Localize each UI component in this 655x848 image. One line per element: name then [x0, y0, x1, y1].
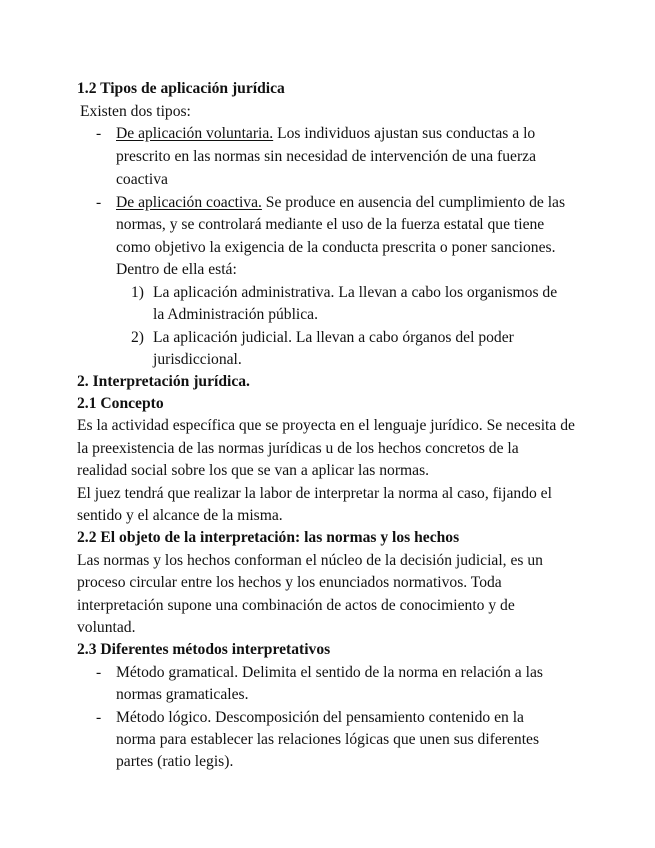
section-heading-1-2: 1.2 Tipos de aplicación jurídica — [77, 80, 285, 97]
bullet-dash: - — [96, 664, 102, 681]
term-coactiva: De aplicación coactiva. — [116, 194, 262, 211]
bullet-dash: - — [96, 194, 102, 211]
bullet-coactiva: De aplicación coactiva. Se produce en ausencia del cumplimiento de las — [116, 194, 566, 211]
numbered-item-2: La aplicación judicial. La llevan a cabo órganos del poder — [153, 329, 514, 346]
bullet-voluntaria: De aplicación voluntaria. Los individuos ajustan sus conductas a lo — [116, 125, 536, 142]
paragraph-line: Es la actividad específica que se proyecta en el lenguaje jurídico. Se necesita de — [77, 417, 575, 434]
method-logico: Método lógico. Descomposición del pensamiento contenido en la — [116, 709, 524, 726]
bullet-dash: - — [96, 709, 102, 726]
paragraph-line: El juez tendrá que realizar la labor de interpretar la norma al caso, fijando el — [77, 485, 552, 502]
bullet-coactiva-line4: Dentro de ella está: — [116, 261, 237, 278]
method-gramatical-line2: normas gramaticales. — [116, 686, 249, 703]
paragraph-line: la preexistencia de las normas jurídicas u de los hechos concretos de la — [77, 440, 519, 457]
paragraph-line: voluntad. — [77, 619, 136, 636]
bullet-coactiva-line3: como objetivo la exigencia de la conducta prescrita o poner sanciones. — [116, 239, 556, 256]
section-heading-2-2: 2.2 El objeto de la interpretación: las normas y los hechos — [77, 529, 460, 546]
bullet-voluntaria-line3: coactiva — [116, 171, 168, 188]
numbered-item-2-line2: jurisdiccional. — [153, 351, 242, 368]
paragraph-line: interpretación supone una combinación de actos de conocimiento y de — [77, 597, 515, 614]
method-logico-line2: norma para establecer las relaciones lógicas que unen sus diferentes — [116, 731, 540, 748]
method-gramatical: Método gramatical. Delimita el sentido de la norma en relación a las — [116, 664, 543, 681]
section-heading-2-1: 2.1 Concepto — [77, 395, 164, 412]
list-number: 1) — [131, 284, 144, 301]
numbered-item-1: La aplicación administrativa. La llevan a cabo los organismos de — [153, 284, 558, 301]
bullet-voluntaria-line2: prescrito en las normas sin necesidad de intervención de una fuerza — [116, 148, 536, 165]
numbered-item-1-line2: la Administración pública. — [153, 306, 318, 323]
paragraph-line: realidad social sobre los que se van a aplicar las normas. — [77, 462, 430, 479]
bullet-dash: - — [96, 125, 102, 142]
method-logico-line3: partes (ratio legis). — [116, 753, 234, 770]
paragraph-line: Las normas y los hechos conforman el núcleo de la decisión judicial, es un — [77, 552, 543, 569]
bullet-coactiva-line2: normas, y se controlará mediante el uso de la fuerza estatal que tiene — [116, 216, 545, 233]
section-heading-2-3: 2.3 Diferentes métodos interpretativos — [77, 641, 331, 658]
intro-text: Existen dos tipos: — [80, 103, 191, 120]
paragraph-line: proceso circular entre los hechos y los enunciados normativos. Toda — [77, 574, 502, 591]
term-voluntaria: De aplicación voluntaria. — [116, 125, 274, 142]
section-heading-2: 2. Interpretación jurídica. — [77, 373, 250, 390]
list-number: 2) — [131, 329, 144, 346]
paragraph-line: sentido y el alcance de la misma. — [77, 507, 283, 524]
